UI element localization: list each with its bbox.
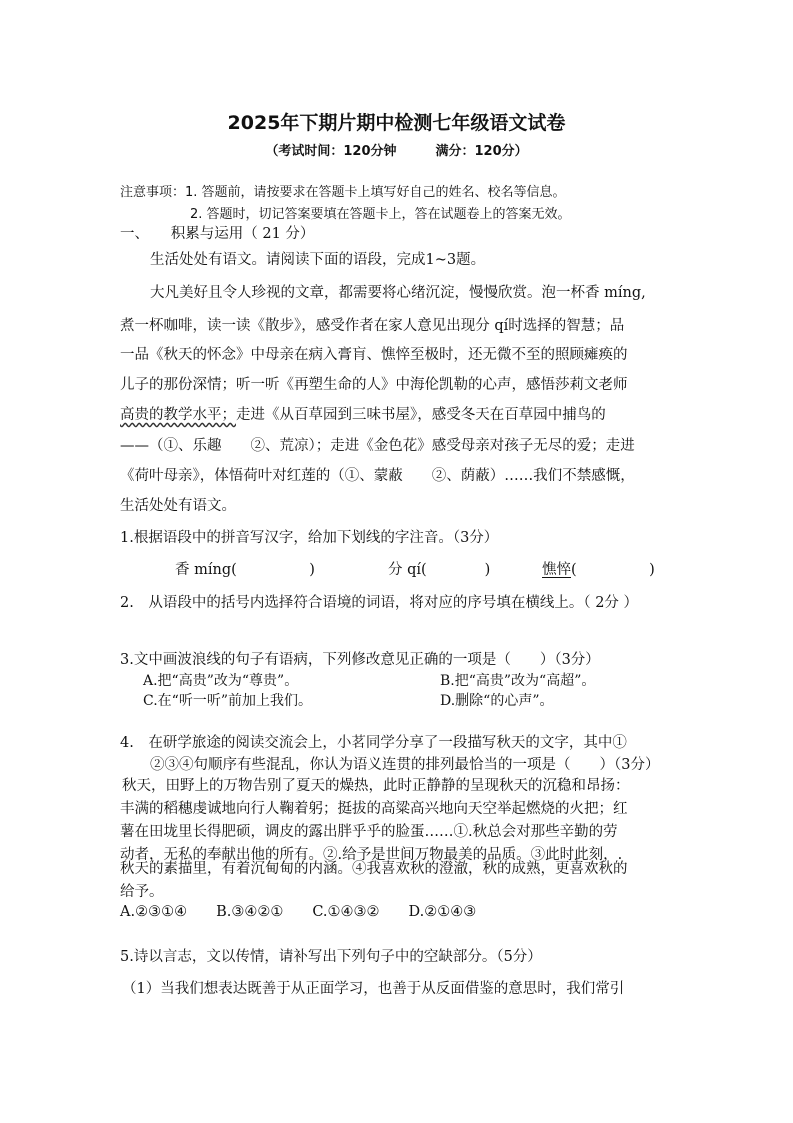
- passage-line-5-rest: 走进《从百草园到三味书屋》，感受冬天在百草园中捕鸟的: [236, 407, 606, 423]
- q1-blank-3: [542, 558, 655, 579]
- q4-text-line-5: 秋天的素描里，有着沉甸甸的内涵。④我喜欢秋的澄澈，秋的成熟，更喜欢秋的: [120, 861, 628, 877]
- q3-option-d: D.删除“的心声”。: [440, 693, 554, 709]
- question-5: 5.诗以言志，文以传情，请补写出下列句子中的空缺部分。（5分）: [120, 949, 542, 965]
- passage-line-8: 生活处处有语文。: [120, 498, 236, 514]
- q4-text-line-3: 薯在田垅里长得肥硕，调皮的露出胖乎乎的脸蛋……①.秋总会对那些辛勤的劳: [120, 824, 618, 840]
- passage-line-4: 儿子的那份深情；听一听《再塑生命的人》中海伦凯勒的心声，感悟莎莉文老师: [120, 377, 628, 393]
- q4-text-line-6: 给予。: [120, 884, 164, 900]
- passage-line-3: 一品《秋天的怀念》中母亲在病入膏肓、憔悴至极时，还无微不至的照顾瘫痪的: [120, 347, 628, 363]
- q5-sub-1: （1）当我们想表达既善于从正面学习，也善于从反面借鉴的意思时，我们常引: [122, 981, 625, 997]
- q4-text-line-4: 动者，无私的奉献出他的所有。②.给予是世间万物最美的品质。③此时此刻，.: [120, 847, 623, 863]
- notice-line-2: 2. 答题时，切记答案要填在答题卡上，答在试题卷上的答案无效。: [190, 207, 571, 222]
- section-heading: 一、 积累与运用（ 21 分）: [120, 226, 315, 242]
- q1-blank-2: 分 qí( ): [388, 562, 491, 578]
- q4-text-line-1: 秋天，田野上的万物告别了夏天的燥热，此时正静静的呈现秋天的沉稳和昂扬：: [122, 778, 630, 794]
- passage-line-5: [120, 403, 606, 424]
- q3-option-a: A.把“高贵”改为“尊贵”。: [143, 673, 299, 689]
- q1-blank-1: 香 míng( ): [175, 562, 315, 578]
- q3-option-b: B.把“高贵”改为“高超”。: [440, 673, 596, 689]
- passage-line-2: 煮一杯咖啡，读一读《散步》，感受作者在家人意见出现分 qí时选择的智慧；品: [120, 318, 625, 334]
- exam-title: 2025年下期片期中检测七年级语文试卷: [227, 112, 566, 134]
- question-3: 3.文中画波浪线的句子有语病，下列修改意见正确的一项是（ ）（3分）: [120, 652, 600, 668]
- q3-option-c: C.在“听一听”前加上我们。: [143, 693, 312, 709]
- wavy-sentence: 高贵的教学水平；: [120, 407, 236, 423]
- section-intro: 生活处处有语文。请阅读下面的语段，完成1~3题。: [150, 252, 486, 268]
- passage-line-6: ——（①、乐趣 ②、荒凉）；走进《金色花》感受母亲对孩子无尽的爱；走进: [120, 438, 635, 454]
- exam-subtitle: （考试时间：120分钟 满分：120分）: [265, 144, 528, 159]
- passage-line-7: 《荷叶母亲》，体悟荷叶对红莲的（①、蒙蔽 ②、荫蔽）……我们不禁感慨，: [120, 468, 635, 484]
- question-4-line-1: 4. 在研学旅途的阅读交流会上，小茗同学分享了一段描写秋天的文字，其中①: [120, 735, 627, 751]
- notice-line-1: 注意事项：1. 答题前，请按要求在答题卡上填写好自己的姓名、校名等信息。: [120, 185, 566, 200]
- q4-text-line-2: 丰满的稻穗虔诚地向行人鞠着躬；挺拔的高粱高兴地向天空举起燃烧的火把；红: [120, 801, 628, 817]
- question-1: 1.根据语段中的拼音写汉字，给加下划线的字注音。（3分）: [120, 530, 499, 546]
- q4-options: A.②③①④ B.③④②① C.①④③② D.②①④③: [120, 904, 477, 920]
- q1-blank-3-paren: ( ): [571, 562, 655, 578]
- passage-line-1: 大凡美好且令人珍视的文章，都需要将心绪沉淀，慢慢欣赏。泡一杯香 míng,: [150, 285, 646, 301]
- underlined-word: 憔悴: [542, 562, 571, 578]
- question-2: 2. 从语段中的括号内选择符合语境的词语，将对应的序号填在横线上。（ 2分 ）: [120, 595, 639, 611]
- question-4-line-2: ②③④句顺序有些混乱，你认为语义连贯的排列最恰当的一项是（ ）（3分）: [150, 757, 660, 773]
